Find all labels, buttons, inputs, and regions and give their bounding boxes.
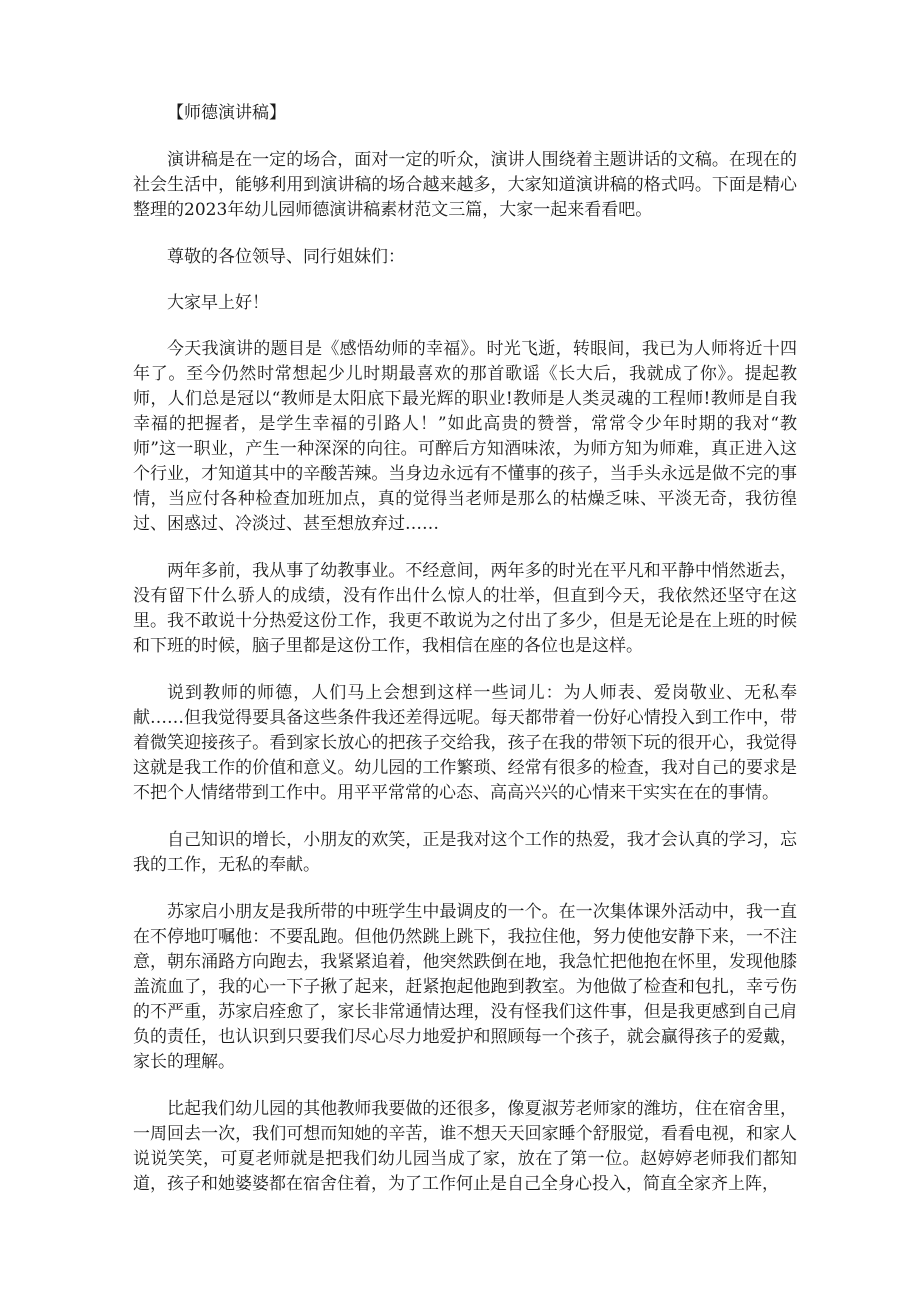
paragraph-ethics: 说到教师的师德，人们马上会想到这样一些词儿：为人师表、爱岗敬业、无私奉献……但我觉得要具备这些条件我还差得远呢。每天都带着一份好心情投入到工作中，带着微笑迎接孩子。看到家长放心的把孩子交给我，孩子在我的带领下玩的很开心，我觉得这就是我工作的价值和意义。幼儿园的工作繁琐、经常有很多的检查，我对自己的要求是不把个人情绪带到工作中。用平平常常的心态、高高兴兴的心情来干实实在在的事情。 — [133, 683, 797, 803]
paragraph-story: 苏家启小朋友是我所带的中班学生中最调皮的一个。在一次集体课外活动中，我一直在不停地叮嘱他：不要乱跑。但他仍然跳上跳下，我拉住他，努力使他安静下来，一不注意，朝东涌路方向跑去，我紧紧追着，他突然跌倒在地，我急忙把他抱在怀里，发现他膝盖流血了，我的心一下子揪了起来，赶紧抱起他跑到教室。为他做了检查和包扎，幸亏伤的不严重，苏家启痊愈了，家长非常通情达理，没有怪我们这件事，但是我更感到自己肩负的责任，也认识到只要我们尽心尽力地爱护和照顾每一个孩子，就会赢得孩子的爱戴，家长的理解。 — [133, 902, 797, 1072]
paragraph-greeting: 大家早上好！ — [167, 293, 269, 313]
paragraph-intro: 演讲稿是在一定的场合，面对一定的听众，演讲人围绕着主题讲话的文稿。在现在的社会生活中，能够利用到演讲稿的场合越来越多，大家知道演讲稿的格式吗。下面是精心整理的2023年幼儿园师德演讲稿素材范文三篇，大家一起来看看吧。 — [133, 150, 797, 220]
paragraph-growth: 自己知识的增长，小朋友的欢笑，正是我对这个工作的热爱，我才会认真的学习，忘我的工作，无私的奉献。 — [133, 830, 797, 875]
paragraph-salutation: 尊敬的各位领导、同行姐妹们： — [167, 247, 405, 267]
paragraph-topic: 今天我演讲的题目是《感悟幼师的幸福》。时光飞逝，转眼间，我已为人师将近十四年了。至今仍然时常想起少儿时期最喜欢的那首歌谣《长大后，我就成了你》。提起教师，人们总是冠以“教师是太阳底下最光辉的职业!教师是人类灵魂的工程师!教师是自我幸福的把握者，是学生幸福的引路人！”如此高贵的赞誉，常常令少年时期的我对“教师”这一职业，产生一种深深的向往。可醉后方知酒味浓，为师方知为师难，真正进入这个行业，才知道其中的辛酸苦辣。当身边永远有不懂事的孩子，当手头永远是做不完的事情，当应付各种检查加班加点，真的觉得当老师是那么的枯燥乏味、平淡无奇，我彷徨过、困惑过、冷淡过、甚至想放弃过…… — [133, 339, 797, 534]
document-page — [133, 101, 797, 1219]
paragraph-career: 两年多前，我从事了幼教事业。不经意间，两年多的时光在平凡和平静中悄然逝去，没有留下什么骄人的成绩，没有作出什么惊人的壮举，但直到今天，我依然还坚守在这里。我不敢说十分热爱这份工作，我更不敢说为之付出了多少，但是无论是在上班的时候和下班的时候，脑子里都是这份工作，我相信在座的各位也是这样。 — [133, 561, 797, 656]
document-heading: 【师德演讲稿】 — [167, 103, 286, 123]
paragraph-colleagues: 比起我们幼儿园的其他教师我要做的还很多，像夏淑芳老师家的潍坊，住在宿舍里，一周回去一次，我们可想而知她的辛苦，谁不想天天回家睡个舒服觉，看看电视，和家人说说笑笑，可夏老师就是把我们幼儿园当成了家，放在了第一位。赵婷婷老师我们都知道，孩子和她婆婆都在宿舍住着，为了工作何止是自己全身心投入，简直全家齐上阵， — [133, 1099, 797, 1194]
